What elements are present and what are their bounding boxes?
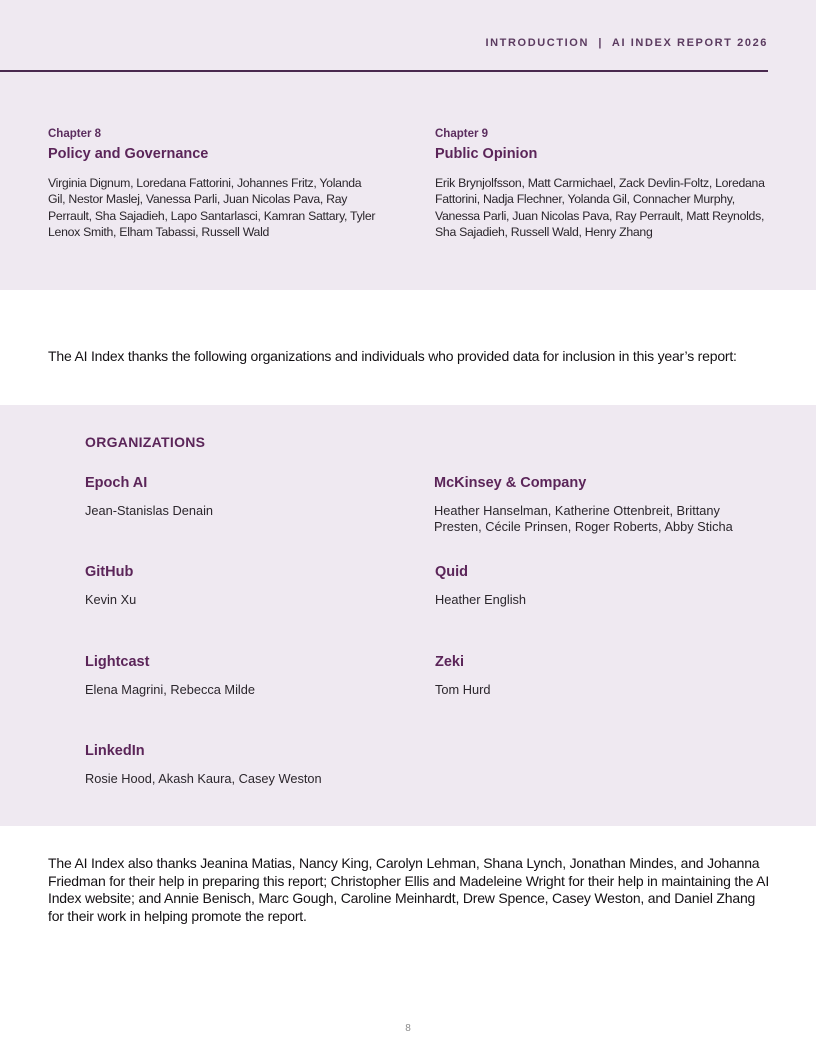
org-name: McKinsey & Company	[434, 475, 587, 491]
chapter-title: Public Opinion	[435, 146, 538, 162]
org-mckinsey	[434, 475, 754, 535]
header-divider	[0, 70, 768, 72]
chapter-label: Chapter 9	[435, 128, 489, 140]
org-github	[85, 564, 405, 608]
org-lightcast	[85, 654, 405, 698]
org-people: Heather Hanselman, Katherine Ottenbreit, Brittany Presten, Cécile Prinsen, Roger Roberts, Abby Sticha	[434, 503, 733, 534]
org-name: LinkedIn	[85, 743, 145, 759]
org-linkedin	[85, 743, 405, 787]
data-providers-intro: The AI Index thanks the following organizations and individuals who provided data for inclusion in this year’s report:	[48, 348, 737, 364]
org-people: Tom Hurd	[435, 682, 491, 697]
org-zeki	[435, 654, 755, 698]
org-name: GitHub	[85, 564, 134, 580]
chapter-label: Chapter 8	[48, 128, 102, 140]
organizations-heading: ORGANIZATIONS	[85, 434, 206, 450]
org-name: Zeki	[435, 654, 465, 670]
org-people: Elena Magrini, Rebecca Milde	[85, 682, 255, 697]
additional-thanks: The AI Index also thanks Jeanina Matias, Nancy King, Carolyn Lehman, Shana Lynch, Jonathan Mindes, and Johanna Friedman for their help in preparing this report; Christopher Ellis and Madeleine Wright for their help in maintaining the AI Index website; and Annie Benisch, Marc Gough, Caroline Meinhardt, Drew Spence, Casey Weston, and Daniel Zhang for their work in helping promote the report.	[48, 855, 770, 924]
chapter-contributors: Virginia Dignum, Loredana Fattorini, Johannes Fritz, Yolanda Gil, Nestor Maslej, Vanessa Parli, Juan Nicolas Pava, Ray Perrault, Sha Sajadieh, Lapo Santarlasci, Kamran Sattary, Tyler Lenox Smith, Elham Tabassi, Russell Wald	[48, 176, 376, 239]
org-people: Kevin Xu	[85, 592, 137, 607]
running-header: INTRODUCTION | AI INDEX REPORT 2026	[485, 37, 768, 49]
chapter-8-section	[48, 128, 378, 240]
chapter-title: Policy and Governance	[48, 146, 209, 162]
org-name: Epoch AI	[85, 475, 148, 491]
page-number: 8	[405, 1023, 411, 1034]
org-quid	[435, 564, 755, 608]
chapter-contributors: Erik Brynjolfsson, Matt Carmichael, Zack Devlin-Foltz, Loredana Fattorini, Nadja Flechner, Yolanda Gil, Connacher Murphy, Vanessa Parli, Juan Nicolas Pava, Ray Perrault, Matt Reynolds, Sha Sajadieh, Russell Wald, Henry Zhang	[435, 176, 765, 239]
org-people: Jean-Stanislas Denain	[85, 503, 214, 518]
org-people: Rosie Hood, Akash Kaura, Casey Weston	[85, 771, 322, 786]
org-name: Lightcast	[85, 654, 150, 670]
org-name: Quid	[435, 564, 469, 580]
chapter-9-section	[435, 128, 765, 240]
org-people: Heather English	[435, 592, 527, 607]
org-epoch-ai	[85, 475, 405, 519]
